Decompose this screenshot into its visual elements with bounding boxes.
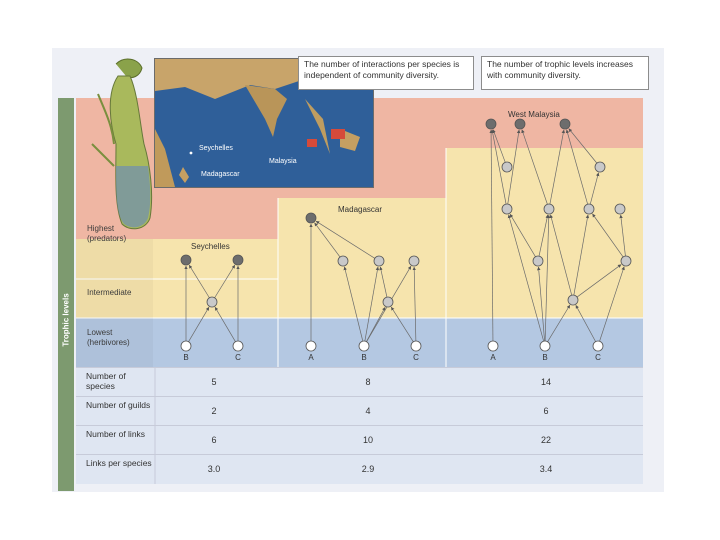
feeding-link-west_malaysia-16 (522, 130, 547, 205)
cell-species-madagascar: 8 (365, 377, 371, 387)
map-label-malaysia: Malaysia (269, 158, 297, 165)
table-row (76, 396, 643, 425)
species-node-west_malaysia-p3 (560, 119, 570, 129)
summary-table (76, 367, 643, 484)
herbivore-label-west_malaysia-1: B (542, 353, 548, 362)
label-lowest: Lowest (herbivores) (87, 328, 130, 347)
species-node-seychelles-p1 (181, 255, 191, 265)
site-label-madagascar: Madagascar (338, 205, 383, 214)
species-node-seychelles-i1 (207, 297, 217, 307)
table-row (76, 425, 643, 454)
cell-species-seychelles: 5 (211, 377, 217, 387)
feeding-link-madagascar-6 (366, 307, 385, 341)
species-node-west_malaysia-b (540, 341, 550, 351)
species-node-seychelles-b1 (181, 341, 191, 351)
feeding-link-seychelles-4 (189, 265, 209, 298)
feeding-link-seychelles-2 (189, 307, 209, 342)
herbivore-label-seychelles-1: C (235, 353, 241, 362)
feeding-link-west_malaysia-17 (550, 130, 564, 204)
species-node-west_malaysia-a (488, 341, 498, 351)
feeding-link-west_malaysia-8 (539, 215, 548, 256)
feeding-link-west_malaysia-13 (577, 265, 621, 297)
feeding-link-madagascar-8 (391, 307, 413, 342)
herbivore-label-madagascar-1: B (361, 353, 367, 362)
species-node-west_malaysia-p2 (515, 119, 525, 129)
feeding-link-madagascar-2 (316, 221, 375, 258)
feeding-link-seychelles-5 (215, 265, 235, 298)
herbivore-label-seychelles-0: B (183, 353, 189, 362)
species-node-west_malaysia-v4 (615, 204, 625, 214)
species-node-west_malaysia-u2 (595, 162, 605, 172)
cell-guilds-malaysia: 6 (543, 406, 549, 416)
species-node-madagascar-i4 (383, 297, 393, 307)
row-label-links: Number of links (86, 429, 146, 439)
feeding-link-west_malaysia-2 (548, 305, 570, 342)
trophic-levels-axis-label: Trophic levels (61, 293, 71, 347)
feeding-link-west_malaysia-4 (509, 215, 544, 341)
herbivore-label-west_malaysia-2: C (595, 353, 601, 362)
feeding-link-west_malaysia-5 (576, 305, 596, 341)
herbivore-label-west_malaysia-0: A (490, 353, 496, 362)
species-node-madagascar-i1 (338, 256, 348, 266)
feeding-link-west_malaysia-20 (569, 129, 597, 163)
species-node-madagascar-i3 (409, 256, 419, 266)
species-node-west_malaysia-c (593, 341, 603, 351)
species-node-west_malaysia-p1 (486, 119, 496, 129)
cell-lps-malaysia: 3.4 (539, 464, 553, 474)
feeding-link-west_malaysia-18 (567, 130, 588, 204)
feeding-link-west_malaysia-9 (592, 214, 623, 257)
row-label-species: Number of species (86, 371, 126, 391)
feeding-link-west_malaysia-10 (621, 215, 626, 256)
species-node-madagascar-p1 (306, 213, 316, 223)
herbivore-label-madagascar-2: C (413, 353, 419, 362)
label-highest: Highest (predators) (87, 224, 127, 243)
map-label-madagascar: Madagascar (201, 171, 240, 178)
species-node-madagascar-a (306, 341, 316, 351)
species-node-west_malaysia-x1 (568, 295, 578, 305)
herbivore-label-madagascar-0: A (308, 353, 314, 362)
species-node-seychelles-p2 (233, 255, 243, 265)
species-node-west_malaysia-v2 (544, 204, 554, 214)
table-row (76, 367, 643, 396)
cell-links-seychelles: 6 (211, 435, 217, 445)
feeding-link-madagascar-7 (414, 267, 416, 341)
row-label-links-per-species: Links per species (86, 458, 152, 468)
food-web-links (186, 129, 625, 342)
cell-links-madagascar: 10 (362, 435, 373, 445)
callout-trophic-levels: The number of trophic levels increases with community diversity. (481, 56, 649, 90)
species-node-madagascar-b (359, 341, 369, 351)
row-label-guilds: Number of guilds (86, 400, 151, 410)
table-row (76, 454, 643, 483)
feeding-link-madagascar-4 (365, 267, 378, 341)
feeding-link-seychelles-3 (215, 307, 235, 342)
site-label-west-malaysia: West Malaysia (508, 110, 560, 119)
feeding-link-madagascar-3 (344, 267, 362, 341)
cell-guilds-seychelles: 2 (211, 406, 217, 416)
species-node-west_malaysia-v1 (502, 204, 512, 214)
feeding-link-west_malaysia-11 (551, 215, 572, 295)
feeding-link-west_malaysia-7 (510, 214, 535, 257)
species-node-west_malaysia-v3 (584, 204, 594, 214)
species-node-madagascar-c (411, 341, 421, 351)
cell-guilds-madagascar: 4 (365, 406, 371, 416)
cell-species-malaysia: 14 (540, 377, 551, 387)
cell-lps-madagascar: 2.9 (361, 464, 375, 474)
herbivore-letters (183, 353, 601, 362)
feeding-link-west_malaysia-0 (491, 130, 493, 341)
cell-links-malaysia: 22 (540, 435, 551, 445)
feeding-link-west_malaysia-21 (590, 173, 598, 204)
map-label-seychelles: Seychelles (199, 145, 233, 152)
label-intermediate: Intermediate (87, 288, 132, 297)
feeding-link-west_malaysia-3 (545, 215, 549, 341)
species-node-west_malaysia-u1 (502, 162, 512, 172)
feeding-link-west_malaysia-12 (574, 215, 588, 295)
species-node-seychelles-b2 (233, 341, 243, 351)
species-node-west_malaysia-w1 (533, 256, 543, 266)
callout-interactions: The number of interactions per species is independent of community diversity. (298, 56, 474, 90)
species-node-madagascar-i2 (374, 256, 384, 266)
feeding-link-madagascar-9 (380, 267, 387, 297)
species-node-west_malaysia-w2 (621, 256, 631, 266)
feeding-link-west_malaysia-1 (538, 267, 544, 341)
site-label-seychelles: Seychelles (191, 242, 230, 251)
cell-lps-seychelles: 3.0 (207, 464, 221, 474)
